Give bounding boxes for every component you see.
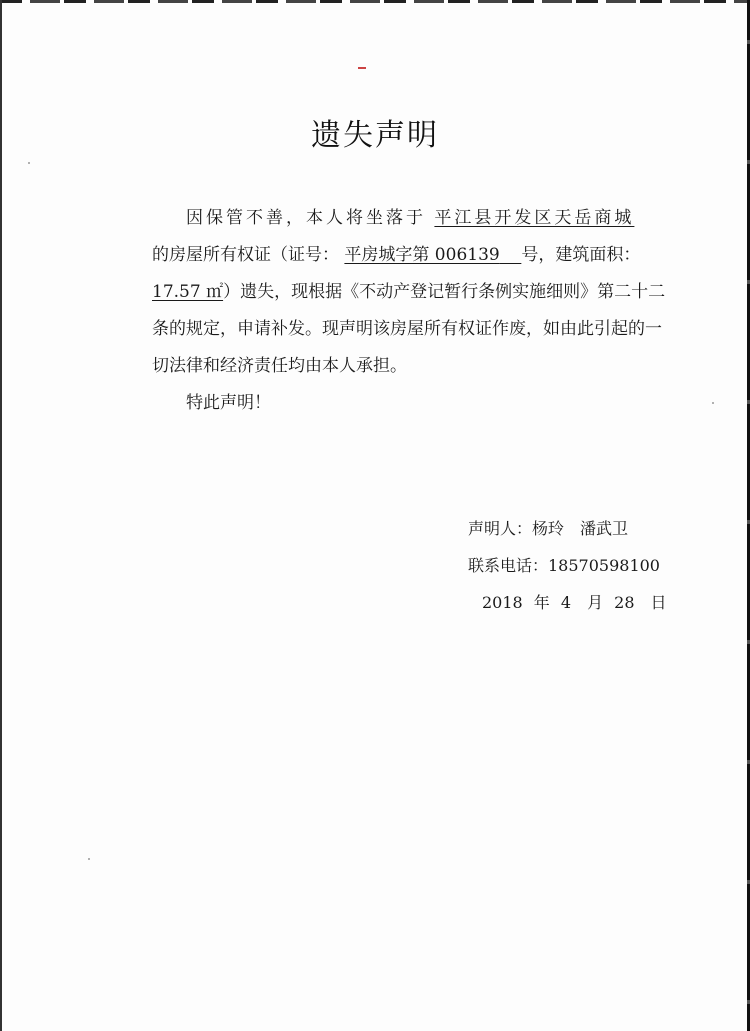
signature-block [468, 510, 667, 621]
property-location: 平江县开发区天岳商城 [434, 208, 635, 228]
declarant-line: 声明人：杨玲 潘武卫 [468, 519, 629, 538]
scan-dust [28, 162, 30, 164]
body-line-2-suffix: 号，建筑面积： [521, 245, 641, 265]
ink-speck [358, 67, 366, 69]
body-line-4: 条的规定，申请补发。现声明该房屋所有权证作废，如由此引起的一 [152, 319, 662, 339]
certificate-number: 平房城字第 006139 [344, 245, 500, 265]
phone-line: 联系电话：18570598100 [468, 556, 660, 575]
document-title: 遗失声明 [311, 118, 439, 153]
body-line-1 [152, 200, 657, 237]
closing-statement: 特此声明！ [186, 393, 271, 413]
body-line-1-prefix: 因保管不善，本人将坐落于 [186, 208, 426, 228]
building-area: 17.57 ㎡ [152, 282, 224, 302]
declaration-body [152, 200, 666, 422]
body-line-2 [152, 237, 657, 274]
body-line-3-suffix: ）遗失，现根据《不动产登记暂行条例实施细则》第二十二 [223, 282, 666, 302]
date-line: 2018 年 4 月 28 日 [482, 593, 667, 612]
body-line-5: 切法律和经济责任均由本人承担。 [152, 356, 407, 376]
scan-border-left [0, 0, 2, 1031]
scan-border-top [0, 0, 750, 3]
body-line-3 [152, 274, 666, 311]
scan-dust [88, 858, 90, 860]
scan-dust [712, 402, 714, 404]
body-line-2-prefix: 的房屋所有权证（证号： [152, 245, 339, 265]
